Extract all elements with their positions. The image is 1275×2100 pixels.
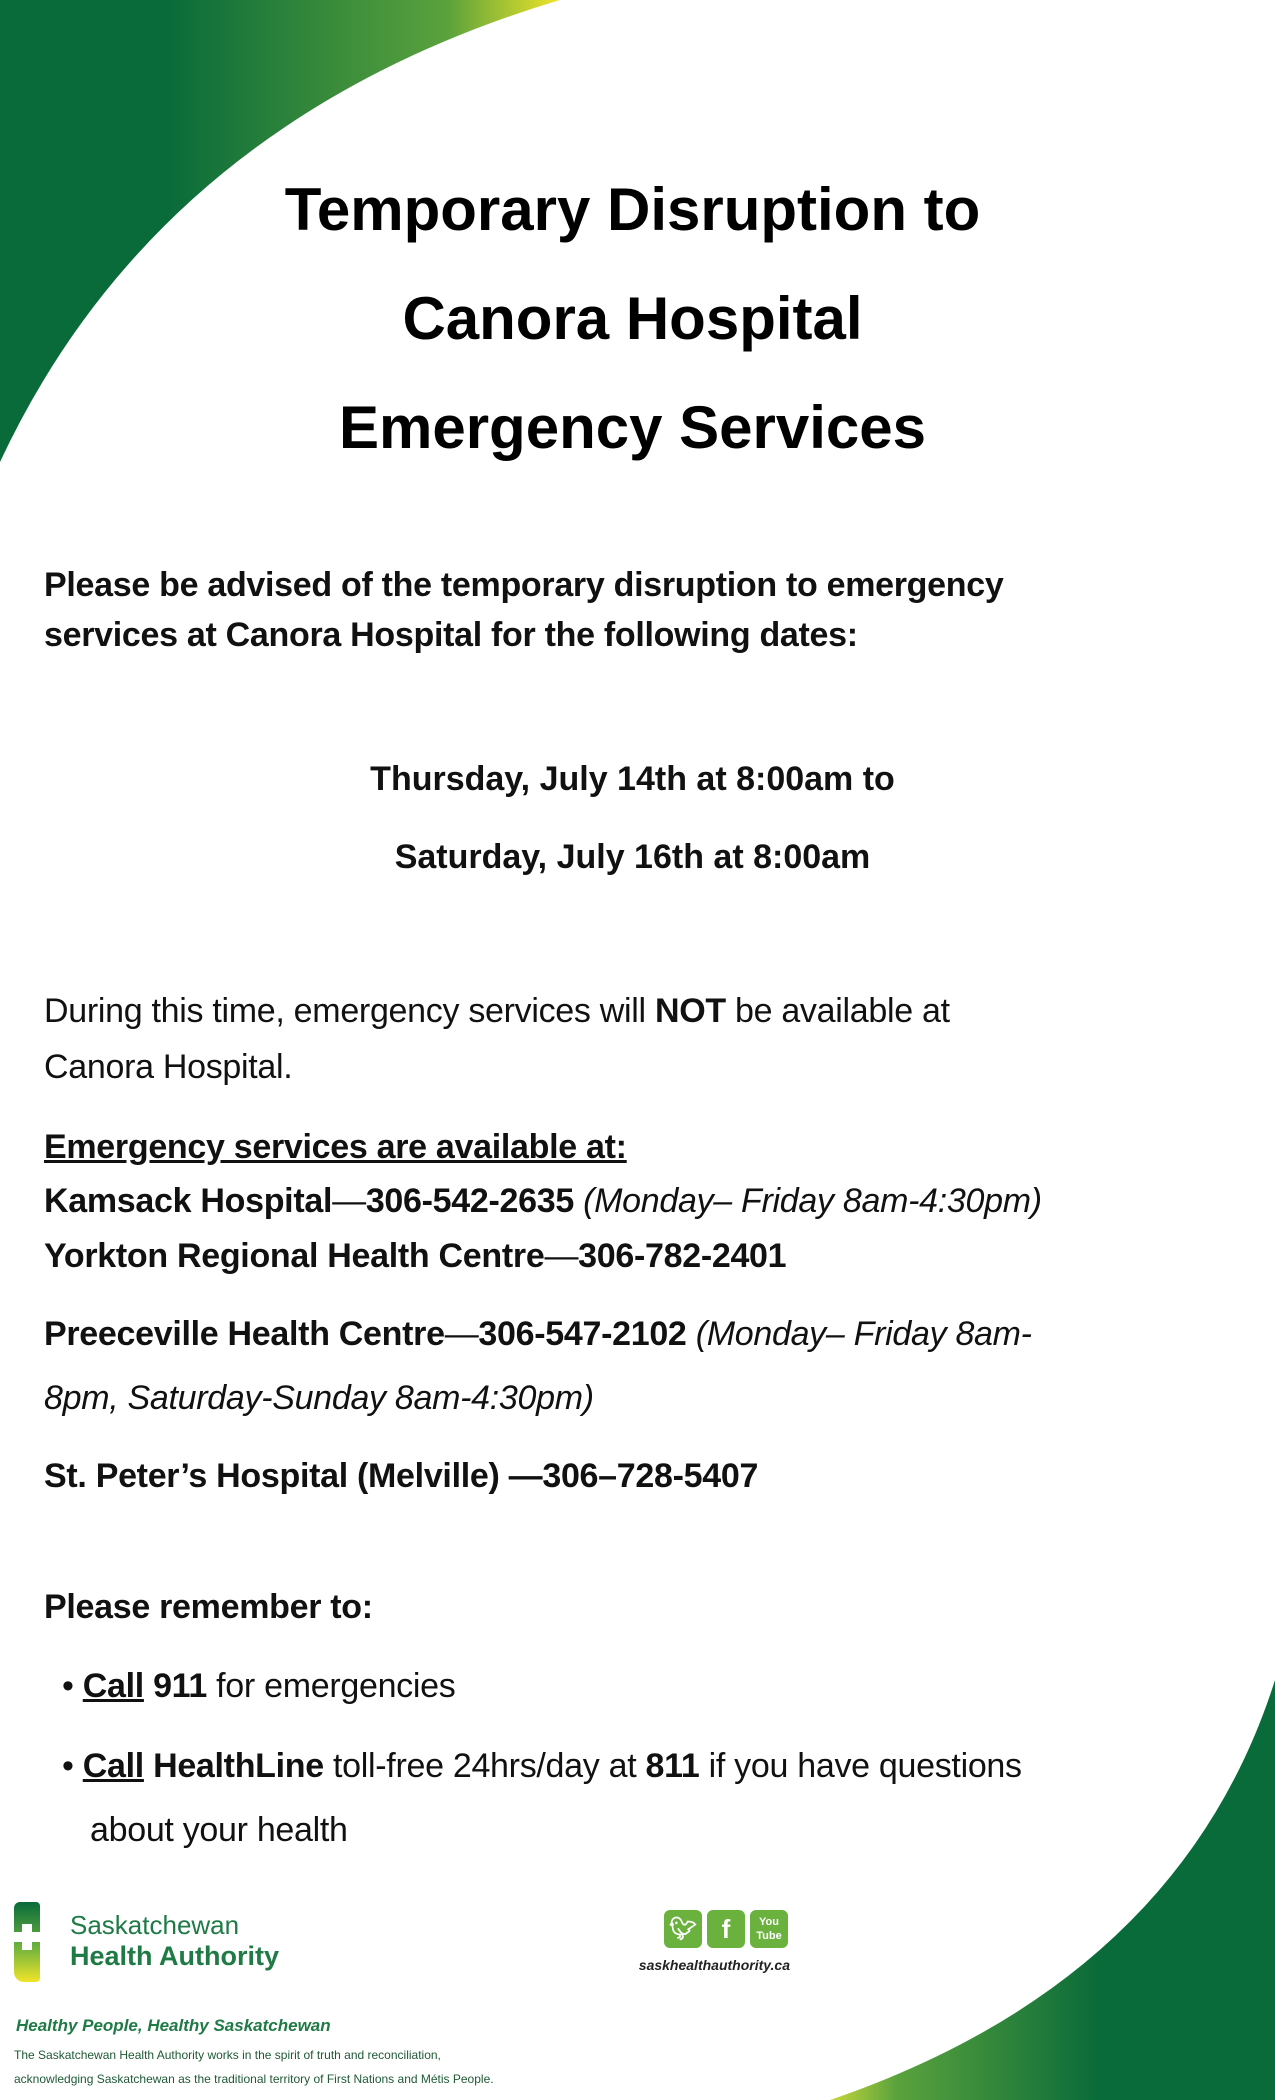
title-line-2: Canora Hospital	[402, 285, 863, 352]
facility-name: Preeceville Health Centre	[44, 1315, 445, 1353]
emergency-number: 911	[153, 1667, 208, 1705]
healthline-number: 811	[645, 1747, 700, 1785]
available-heading: Emergency services are available at:	[44, 1128, 627, 1166]
during-text: During this time, emergency services will	[44, 992, 655, 1030]
bottom-right-swoosh	[830, 1680, 1275, 2100]
logo-line-2: Health Authority	[70, 1941, 279, 1971]
facility-hours: (Monday– Friday 8am-	[686, 1315, 1032, 1353]
sha-logo-mark	[14, 1902, 40, 1982]
facility-phone: 306-782-2401	[578, 1237, 787, 1275]
during-line-2: Canora Hospital.	[44, 1048, 293, 1086]
during-line-1	[44, 989, 950, 1033]
healthline-label: HealthLine	[153, 1747, 324, 1785]
dates-line-1: Thursday, July 14th at 8:00am to	[370, 760, 895, 798]
social-icons	[664, 1910, 788, 1948]
facility-kamsack	[44, 1179, 1042, 1223]
during-text-end: be available at	[725, 992, 950, 1030]
separator: —	[332, 1182, 366, 1220]
facility-phone: 306-542-2635	[365, 1182, 574, 1220]
twitter-icon[interactable]: 🐦︎	[664, 1910, 702, 1948]
intro-line-2: services at Canora Hospital for the following dates:	[44, 616, 858, 654]
facility-preeceville	[44, 1312, 1032, 1356]
not-emphasis: NOT	[654, 992, 726, 1030]
reminder-text-end: if you have questions	[699, 1747, 1022, 1785]
dates-line-2: Saturday, July 16th at 8:00am	[394, 838, 871, 876]
title-line-1: Temporary Disruption to	[284, 176, 981, 243]
separator: —	[444, 1315, 479, 1353]
intro-line-1: Please be advised of the temporary disruption to emergency	[44, 566, 1004, 604]
call-label: Call	[82, 1747, 144, 1785]
bullet-icon: •	[62, 1667, 83, 1705]
facility-st-peters: St. Peter’s Hospital (Melville) —306–728-5407	[44, 1457, 759, 1495]
facility-name: Kamsack Hospital	[44, 1182, 333, 1220]
facility-preeceville-hours-cont: 8pm, Saturday-Sunday 8am-4:30pm)	[44, 1379, 594, 1417]
remember-heading: Please remember to:	[44, 1588, 373, 1626]
facility-name: Yorkton Regional Health Centre	[44, 1237, 545, 1275]
facebook-icon[interactable]: f	[707, 1910, 745, 1948]
facility-hours: (Monday– Friday 8am-4:30pm)	[573, 1182, 1042, 1220]
land-ack-line-1: The Saskatchewan Health Authority works in the spirit of truth and reconciliation,	[14, 2048, 441, 2062]
title-line-3: Emergency Services	[338, 394, 927, 461]
separator: —	[544, 1237, 579, 1275]
reminder-healthline	[62, 1744, 1022, 1788]
facility-phone: 306-547-2102	[478, 1315, 687, 1353]
bullet-icon: •	[62, 1747, 83, 1785]
reminder-healthline-cont: about your health	[90, 1811, 348, 1849]
tagline: Healthy People, Healthy Saskatchewan	[16, 2016, 331, 2035]
youtube-icon[interactable]: You Tube	[750, 1910, 788, 1948]
reminder-911	[62, 1664, 455, 1708]
reminder-text: toll-free 24hrs/day at	[323, 1747, 646, 1785]
logo-line-1: Saskatchewan	[70, 1910, 240, 1940]
facility-yorkton	[44, 1234, 786, 1278]
land-ack-line-2: acknowledging Saskatchewan as the traditional territory of First Nations and Métis People.	[14, 2072, 494, 2086]
website-link[interactable]: saskhealthauthority.ca	[638, 1957, 790, 1973]
call-label: Call	[82, 1667, 144, 1705]
reminder-text: for emergencies	[207, 1667, 456, 1705]
